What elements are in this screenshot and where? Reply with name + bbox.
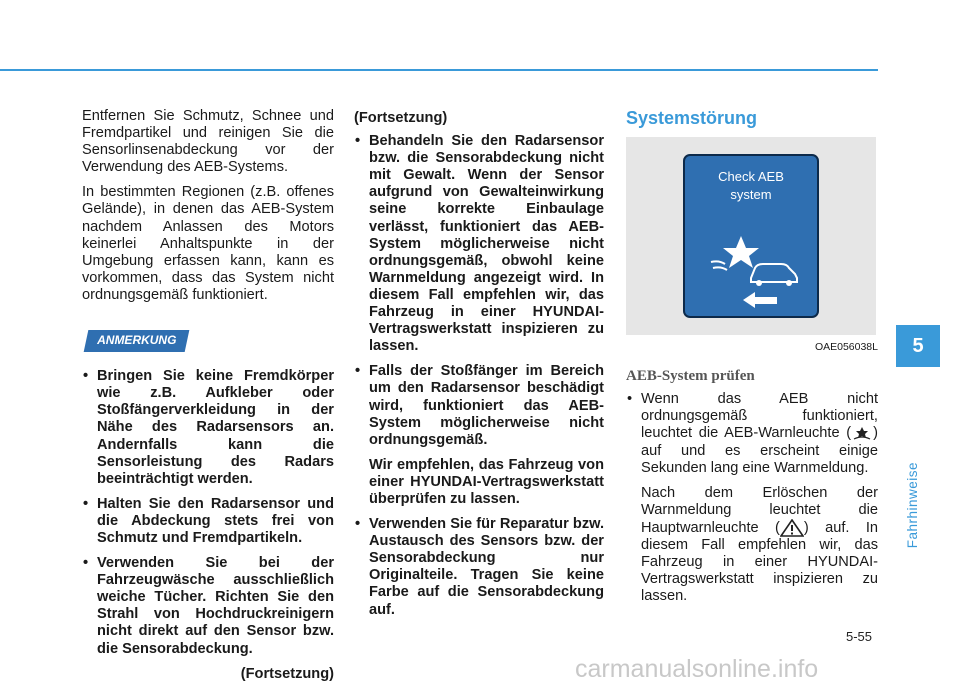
chapter-label: Fahrhinweise [905,462,920,549]
aeb-warning-graphic-icon [685,208,817,318]
list-item: • Verwenden Sie für Reparatur bzw. Austausch des Sensors bzw. der Sensorabdeckung nur Originalteile. Tragen Sie keine Farbe auf die Sensorabdeckung auf. [354,516,604,619]
aeb-warning-lamp-icon [851,426,873,442]
list-item: • Verwenden Sie bei der Fahrzeugwäsche ausschließlich weiche Tücher. Richten Sie den Strahl von Hochdruckreinigern nicht direkt auf den Sensor bzw. die Sensorabdeckung. [82,555,334,658]
column-right [626,110,878,613]
sub-heading: AEB-System prüfen [626,368,755,385]
header-rule [0,69,878,71]
figure-code: OAE056038L [814,341,878,354]
master-warning-triangle-icon [780,519,804,537]
watermark: carmanualsonline.info [575,655,819,683]
paragraph-regions: In bestimmten Regionen (z.B. offenes Gelände), in denen das AEB-System nachdem Anlassen des Motors keinerlei Anhaltspunkte in der Umgebung erfassen kann, kann es vorkommen, dass das System nicht ordnungsgemäß funktioniert. [82,184,334,303]
column-middle [354,110,604,627]
arrow-left-icon [743,292,777,308]
car-icon [751,264,797,282]
check-list [626,391,878,605]
chapter-tab: 5 [896,325,940,367]
list-item-text: Falls der Stoßfänger im Bereich um den Radarsensor beschädigt wird, funktioniert das AEB-System möglicherweise nicht ordnungsgemäß. [369,363,604,448]
continued-label: (Fortsetzung) [240,665,334,682]
list-item-continuation: Nach dem Erlöschen der Warnmeldung leuchtet die Hauptwarnleuchte ( ) auf. In diesem Fall empfehlen wir, das Fahrzeug in einer HYUNDAI-Vertragswerkstatt inspizieren zu lassen. [641,484,878,605]
list-item: • Wenn das AEB nicht ordnungsgemäß funktioniert, leuchtet die AEB-Warnleuchte ( ) auf und es erscheint einige Sekunden lang eine Warnmeldung. Nach dem Erlöschen der Warnmeldung leuchtet die Hauptwarnleuchte ( ) auf. In diesem Fall empfehlen wir, das Fahrzeug in einer HYUNDAI-Vertragswerkstatt inspizieren zu lassen. [626,391,878,605]
continued-label: (Fortsetzung) [354,110,448,126]
note-list-continued [354,133,604,619]
list-item: • Bringen Sie keine Fremdkörper wie z.B. Aufkleber oder Stoßfängerverkleidung in der Nähe des Radarsensors an. Andernfalls kann die Sensorleistung des Radars beeinträchtigt werden. [82,368,334,488]
note-list [82,368,334,658]
list-item-continuation: Wir empfehlen, das Fahrzeug von einer HYUNDAI-Vertragswerkstatt überprüfen zu lassen. [369,456,604,507]
collision-star-icon [723,236,759,268]
display-message: Check AEB system [718,169,784,203]
paragraph-cleaning: Entfernen Sie Schmutz, Schnee und Fremdpartikel und reinigen Sie die Sensorlinsenabdeckung vor der Verwendung des AEB-Systems. [82,108,334,176]
cluster-display [683,154,819,318]
list-item: • Halten Sie den Radarsensor und die Abdeckung stets frei von Schmutz und Fremdpartikeln. [82,496,334,547]
cluster-figure [626,137,876,335]
note-badge: ANMERKUNG [84,330,190,352]
page-number: 5-55 [846,629,873,644]
list-item: • Behandeln Sie den Radarsensor bzw. die Sensorabdeckung nicht mit Gewalt. Wenn der Sensor aufgrund von Gewalteinwirkung seine korrekte Einbaulage verlässt, funktioniert das AEB-System möglicherweise nicht ordnungsgemäß, obwohl keine Warnmeldung angezeigt wird. In diesem Fall empfehlen wir, das Fahrzeug in einer HYUNDAI-Vertragswerkstatt inspizieren zu lassen. [354,133,604,355]
list-item [354,363,604,508]
section-title: Systemstörung [626,108,758,128]
column-left [82,108,334,683]
